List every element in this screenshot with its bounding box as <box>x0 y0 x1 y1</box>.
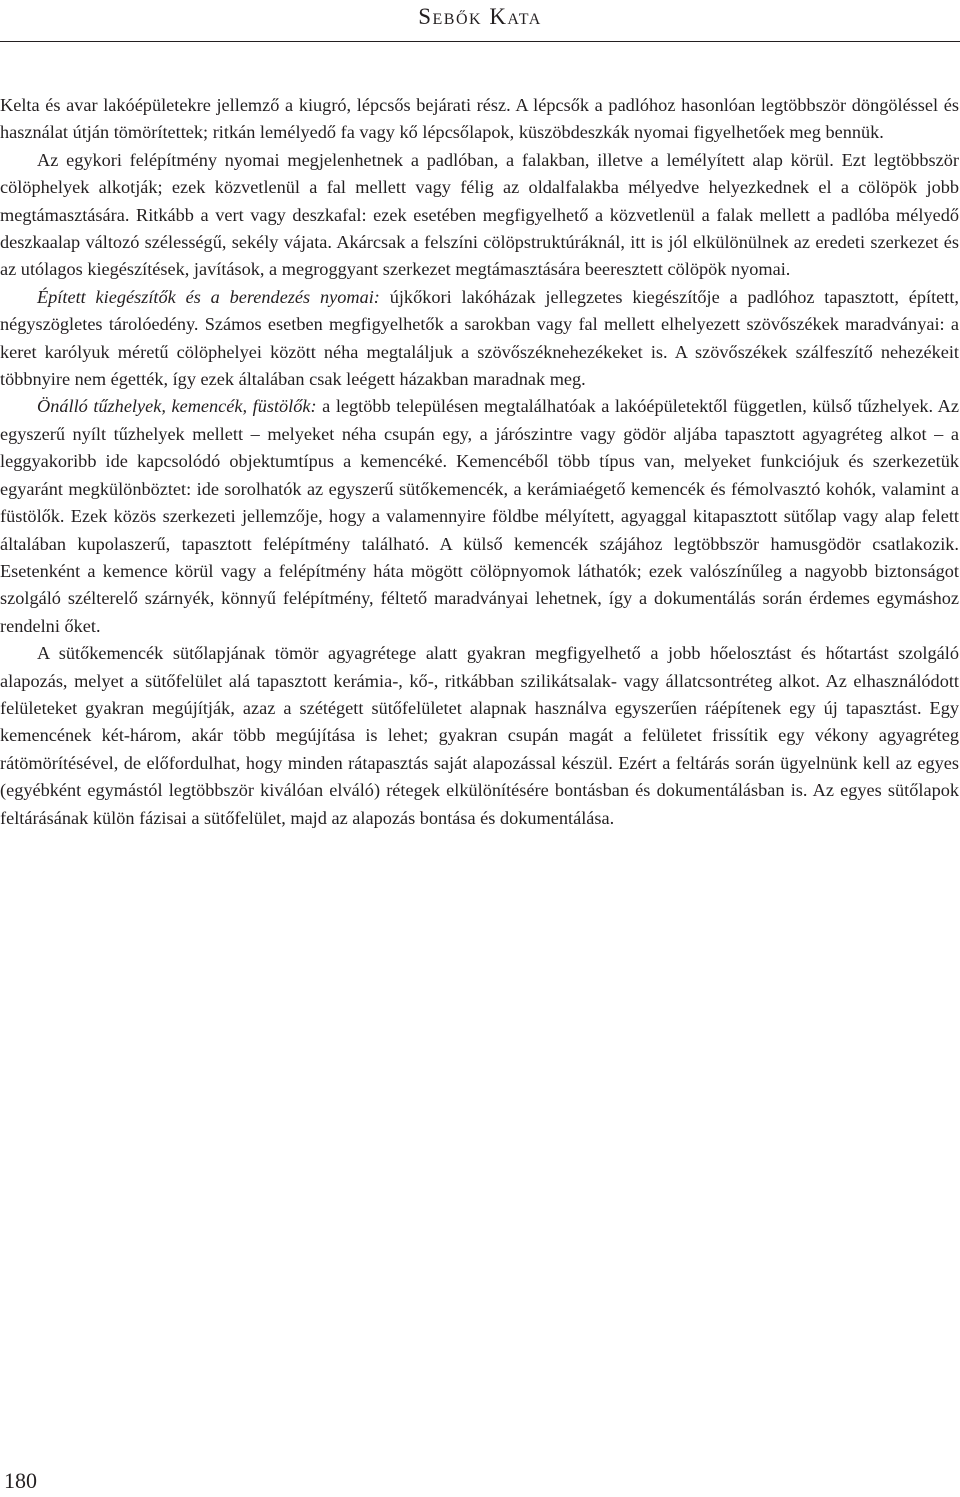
page-number: 180 <box>4 1468 37 1493</box>
paragraph-hearths-ovens <box>0 393 959 640</box>
paragraph-text: a legtöbb településen megtalálhatóak a lakóépületektől független, külső tűzhelyek. Az egyszerű nyílt tűzhelyek mellett – melyeket néha csupán egy, a járószintre vagy gödör aljába tapasztott agyagréteg alkot – a leggyakoribb ide kapcsolódó objektumtípus a kemencéké. Kemencéből több típus van, melyeket funkciójuk és szerkezetük egyaránt megkülönböztet: ide sorolhatók az egyszerű sütőkemencék, a kerámiaégető kemencék és fémolvasztó kohók, valamint a füstölők. Ezek közös szerkezeti jellemzője, hogy a valamennyire földbe mélyített, agyaggal kitapasztott sütőlap vagy alap felett általában kupolaszerű, tapasztott felépítmény található. A külső kemencék szájához legtöbbször hamusgödör csatlakozik. Esetenként a kemence körül vagy a felépítmény háta mögött cölöpnyomok láthatók; ezek valószínűleg a nagyobb biztonságot szolgáló szélterelő szárnyék, könnyű felépítmény, féltető maradványai lehetnek, így a dokumentálás során érdemes egymáshoz rendelni őket. <box>0 396 959 636</box>
paragraph-lead-heading: Épített kiegészítők és a berendezés nyomai: <box>37 286 380 307</box>
header-rule <box>0 41 960 42</box>
paragraph-text: A sütőkemencék sütőlapjának tömör agyagrétege alatt gyakran megfigyelhető a jobb hőelosztást és hőtartást szolgáló alapozás, melyet a sütőfelület alá tapasztott kerámia-, kő-, ritkábban szilikátsalak- vagy állatcsontréteg alkot. Az elhasználódott felületeket gyakran megújítják, azaz a szétégett sütőfelületet alapnak használva egyszerűen ráépítenek egy új tapasztást. Egy kemencének két-három, akár több megújítása is lehet; gyakran csupán magát a felületet frissítik egy vékony agyagréteg rátömörítésével, de előfordulhat, hogy minden rátapasztás saját alapozással készül. Ezért a feltárás során ügyelnünk kell az egyes (egyébként egymástól legtöbbször kiválóan elváló) rétegek elkülönítésére bontásban és dokumentálásban is. Az egyes sütőlapok feltárásának külön fázisai a sütőfelület, majd az alapozás bontása és dokumentálása. <box>0 643 959 828</box>
paragraph-entrance <box>0 92 959 147</box>
running-head <box>0 0 960 44</box>
paragraph-lead-heading: Önálló tűzhelyek, kemencék, füstölők: <box>37 396 317 417</box>
paragraph-text: Az egykori felépítmény nyomai megjelenhetnek a padlóban, a falakban, illetve a lemélyített alap körül. Ezt legtöbbször cölöphelyek alkotják; ezek közvetlenül a fal mellett vagy félig az oldalfalakba mélyedve helyezkednek el a cölöpök jobb megtámasztására. Ritkább a vert vagy deszkafal: ezek esetében megfigyelhető a közvetlenül a falak mellett a padlóba mélyedő deszkaalap változó szélességű, sekély vájata. Akárcsak a felszíni cölöpstruktúráknál, itt is jól elkülönülnek az eredeti szerkezet és az utólagos kiegészítések, javítások, a megroggyant szerkezet megtámasztására beeresztett cölöpök nyomai. <box>0 149 959 280</box>
paragraph-text: Kelta és avar lakóépületekre jellemző a kiugró, lépcsős bejárati rész. A lépcsők a padlóhoz hasonlóan legtöbbször döngöléssel és használat útján tömörítettek; ritkán lemélyedő fa vagy kő lépcsőlapok, küszöbdeszkák nyomai figyelhetőek meg bennük. <box>0 95 959 143</box>
paragraph-built-fittings <box>0 284 959 394</box>
paragraph-text: újkőkori lakóházak jellegzetes kiegészítője a padlóhoz tapasztott, épített, négyszögletes tárolóedény. Számos esetben megfigyelhetők a sarokban vagy fal mellett elhelyezett szövőszékek maradványai: a keret karólyuk méretű cölöphelyei között néha megtaláljuk a szövőszéknehezékeket is. A szövőszékek szálfeszítő nehezékeit többnyire nem égették, így ezek általában csak leégett házakban maradnak meg. <box>0 286 959 390</box>
running-head-author: Sebők Kata <box>418 4 542 29</box>
paragraph-oven-plates <box>0 640 959 832</box>
paragraph-superstructure <box>0 147 959 284</box>
body-text <box>0 92 959 832</box>
